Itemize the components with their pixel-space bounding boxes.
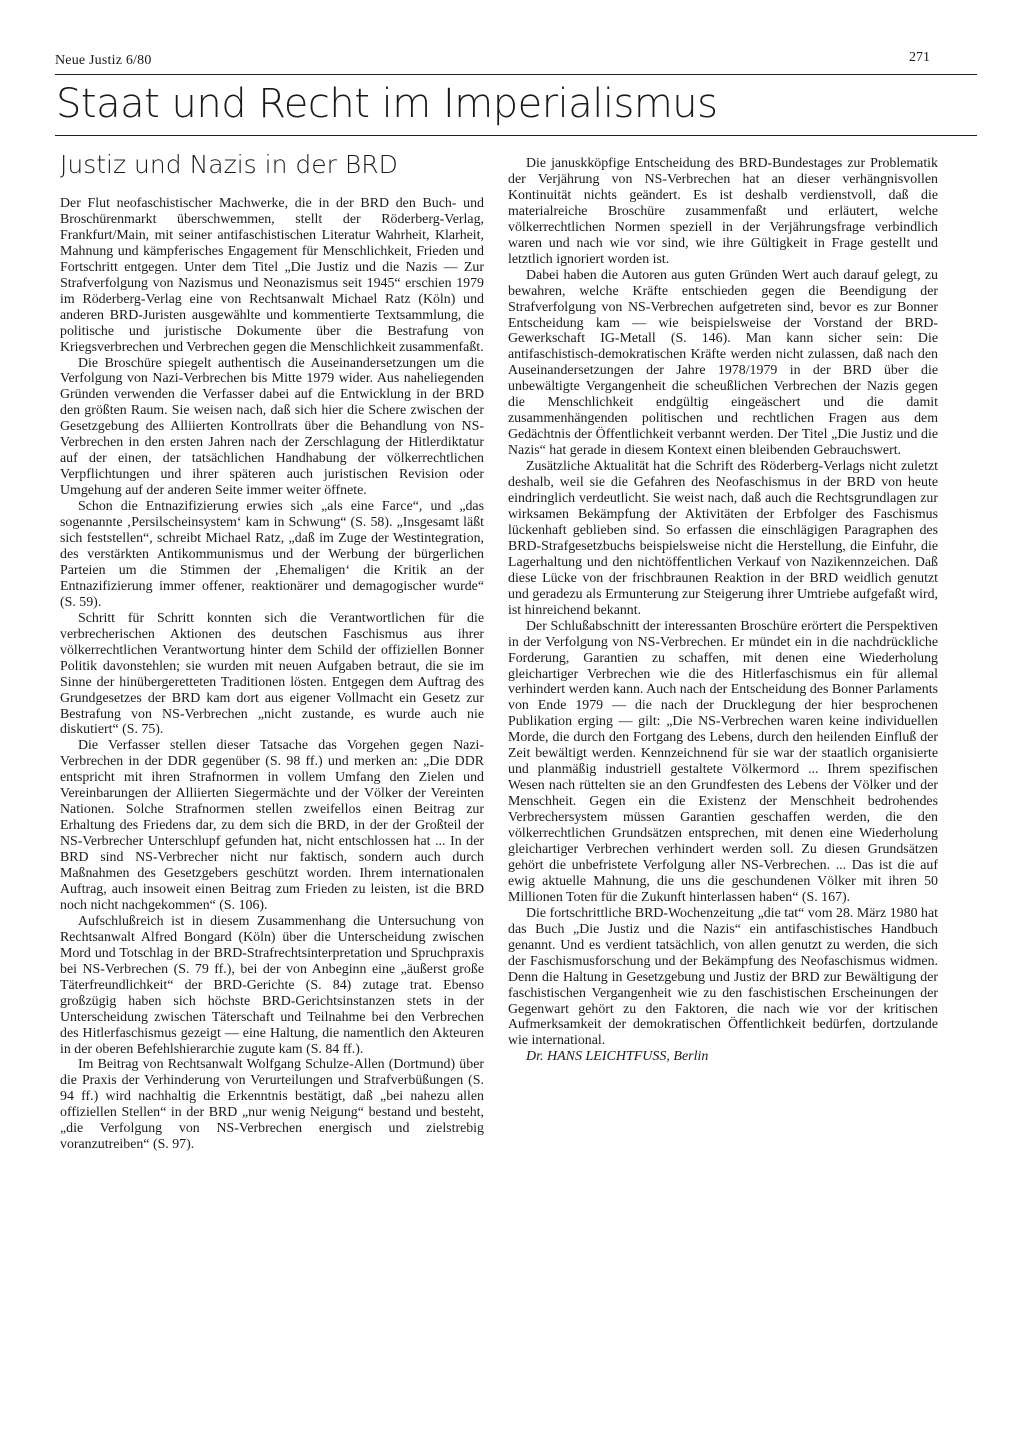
page-number: 271 [909,50,930,65]
article-paragraph: Der Flut neofaschistischer Machwerke, die in der BRD den Buch- und Broschürenmarkt überschwemmen, stellt der Röderberg-Verlag, Frankfurt/Main, mit seiner antifaschistischen Literatur Wahrheit, Klarheit, Mahnung und kämpferisches Engagement für Menschlichkeit, Frieden und Fortschritt entgegen. Unter dem Titel „Die Justiz und die Nazis — Zur Strafverfolgung von Nazismus und Neonazismus seit 1945“ erschien 1979 im Röderberg-Verlag eine von Rechtsanwalt Michael Ratz (Köln) und anderen BRD-Juristen ausgewählte und kommentierte Textsammlung, die politische und juristische Dokumente über die Bestrafung von Kriegsverbrechen und Verbrechen gegen die Menschlichkeit zusammenfaßt. [60,196,484,355]
title-rule [55,135,977,136]
article-paragraph: Aufschlußreich ist in diesem Zusammenhang die Untersuchung von Rechtsanwalt Alfred Bongard (Köln) über die Unterscheidung zwischen Mord und Totschlag in der BRD-Strafrechtsinterpretation und Spruchpraxis bei NS-Verbrechen (S. 79 ff.), bei der von Anbeginn eine „äußerst große Täterfreundlichkeit“ der BRD-Gerichte (S. 84) zutage trat. Ebenso großzügig haben sich höchste BRD-Gerichtsinstanzen stets in der Unterscheidung zwischen Täterschaft und Teilnahme bei den Verbrechen des Hitlerfaschismus gezeigt — eine Haltung, die namentlich den Akteuren in der oberen Befehlshierarchie zugute kam (S. 84 ff.). [60,913,484,1057]
article-paragraph: Zusätzliche Aktualität hat die Schrift des Röderberg-Verlags nicht zuletzt deshalb, weil sie die Gefahren des Neofaschismus in der BRD von heute eindringlich verdeutlicht. Sie weist nach, daß auch die Rechtsgrundlagen zur wirksamen Bekämpfung der Aktivitäten der Erbfolger des Faschismus lückenhaft geblieben sind. So erfassen die einschlägigen Paragraphen des BRD-Strafgesetzbuchs beispielsweise nicht die Herstellung, die Einfuhr, die Lagerhaltung und den nichtöffentlichen Verkauf von Nazikennzeichen. Daß diese Lücke von der frischbraunen Reaktion in der BRD weidlich genutzt und geradezu als Ermunterung zur Steigerung ihrer Umtriebe aufgefaßt wird, ist hinreichend bekannt. [508,459,938,618]
section-title: Staat und Recht im Imperialismus [56,81,718,127]
article-paragraph: Im Beitrag von Rechtsanwalt Wolfgang Schulze-Allen (Dortmund) über die Praxis der Verhinderung von Verurteilungen und Strafverbüßungen (S. 94 ff.) wird nachhaltig die Erkenntnis bestätigt, daß „bei nahezu allen offiziellen Stellen“ in der BRD „nur wenig Neigung“ bestand und besteht, „die Verfolgung von NS-Verbrechen energisch und zielstrebig voranzutreiben“ (S. 97). [60,1057,484,1153]
article-paragraph: Die Broschüre spiegelt authentisch die Auseinandersetzungen um die Verfolgung von Nazi-Verbrechen bis Mitte 1979 wider. Aus naheliegenden Gründen verwenden die Verfasser dabei auf die Entwicklung in der BRD den größten Raum. Sie weisen nach, daß sich hier die Schere zwischen der Gesetzgebung des Alliierten Kontrollrats über die Behandlung von NS-Verbrechen in den ersten Jahren nach der Zerschlagung der Hitlerdiktatur auf der einen, der tatsächlichen Handhabung der völkerrechtlichen Verpflichtungen und ihrer späteren auch juristischen Revision oder Umgehung auf der anderen Seite immer weiter öffnete. [60,355,484,499]
article-column-right [508,156,938,1065]
journal-header: Neue Justiz 6/80 [55,53,152,68]
article-paragraph: Schritt für Schritt konnten sich die Verantwortlichen für die verbrecherischen Aktionen des deutschen Faschismus aus ihrer völkerrechtlichen Verantwortung hinter dem Schild der offiziellen Bonner Politik davonstehlen; sie wurden mit neuen Aufgaben betraut, die sie im Sinne der hinübergeretteten Traditionen lösten. Entgegen dem Auftrag des Grundgesetzes der BRD kam dort aus eigener Vollmacht ein Gesetz zur Bestrafung von NS-Verbrechen „nicht zustande, es wurde auch nie diskutiert“ (S. 75). [60,610,484,738]
article-paragraph: Die fortschrittliche BRD-Wochenzeitung „die tat“ vom 28. März 1980 hat das Buch „Die Justiz und die Nazis“ ein antifaschistisches Handbuch genannt. Und es verdient tatsächlich, von allen genutzt zu werden, die sich der Faschismusforschung und der Bekämpfung des Neofaschismus widmen. Denn die Haltung in Gesetzgebung und Justiz der BRD zur Bewältigung der faschistischen Vergangenheit wie zu den faschistischen Erscheinungen der Gegenwart gehört zu den Faktoren, die nach wie vor der kritischen Aufmerksamkeit der demokratischen Öffentlichkeit bedürfen, dortzulande wie international. [508,905,938,1049]
article-paragraph: Die Verfasser stellen dieser Tatsache das Vorgehen gegen Nazi-Verbrechen in der DDR gegenüber (S. 98 ff.) und merken an: „Die DDR entspricht mit ihren Strafnormen in vollem Umfang den Zielen und Vereinbarungen der Alliierten Siegermächte und der Völker der Vereinten Nationen. Solche Strafnormen stellen zweifellos einen Beitrag zur Erhaltung des Friedens dar, zu dem sich die BRD, in der der Großteil der NS-Verbrecher Unterschlupf gefunden hat, nicht entschlossen hat ... In der BRD sind NS-Verbrecher nicht nur faktisch, sondern auch durch Maßnahmen des Gesetzgebers geschützt worden. Ihrem internationalen Auftrag, auch insoweit einen Beitrag zum Frieden zu leisten, ist die BRD noch nicht nachgekommen“ (S. 106). [60,738,484,913]
article-paragraph: Schon die Entnazifizierung erwies sich „als eine Farce“, und „das sogenannte ‚Persilscheinsystem‘ kam in Schwung“ (S. 58). „Insgesamt läßt sich feststellen“, schreibt Michael Ratz, „daß im Zuge der Westintegration, des verstärkten Antikommunismus und der Werbung der bürgerlichen Parteien um die Stimmen der ‚Ehemaligen‘ die Kritik an der Entnazifizierung immer offener, reaktionärer und demagogischer wurde“ (S. 59). [60,499,484,610]
article-paragraph: Die januskköpfige Entscheidung des BRD-Bundestages zur Problematik der Verjährung von NS-Verbrechen hat an dieser verhängnisvollen Kontinuität nichts geändert. Es ist deshalb verdienstvoll, daß die materialreiche Broschüre zusammenfaßt und erläutert, welche völkerrechtlichen Normen speziell in der Verjährungsfrage verbindlich waren und nach wie vor sind, wie ihre Gültigkeit in Frage gestellt und letztlich ignoriert worden ist. [508,156,938,267]
author-signature: Dr. HANS LEICHTFUSS, Berlin [526,1049,709,1065]
article-paragraph: Dabei haben die Autoren aus guten Gründen Wert auch darauf gelegt, zu bewahren, welche Kräfte entschieden gegen die Beendigung der Strafverfolgung von NS-Verbrechen aufgetreten sind, bevor es zur Bonner Entscheidung kam — wie beispielsweise der Vorstand der BRD-Gewerkschaft IG-Metall (S. 146). Man kann sicher sein: Die antifaschistisch-demokratischen Kräfte werden nicht zulassen, daß nach den Auseinandersetzungen der Jahre 1978/1979 in der BRD über die unbewältigte Vergangenheit die scheußlichen Verbrechen der Nazis gegen die Menschlichkeit endgültig eingeäschert und die damit zusammenhängenden politischen und rechtlichen Fragen aus dem Gedächtnis der Öffentlichkeit verbannt werden. Der Titel „Die Justiz und die Nazis“ hat gerade in diesem Kontext einen bleibenden Gebrauchswert. [508,267,938,459]
article-column-left [60,150,484,1153]
article-paragraph: Der Schlußabschnitt der interessanten Broschüre erörtert die Perspektiven in der Verfolgung von NS-Verbrechen. Er mündet ein in die nachdrückliche Forderung, Garantien zu schaffen, mit denen eine Wiederholung gleichartiger Verbrechen wie die des Hitlerfaschismus ein für allemal verhindert werden kann. Auch nach der Entscheidung des Bonner Parlaments von Ende 1979 — die nach der Drucklegung der hier besprochenen Publikation erging — gilt: „Die NS-Verbrechen waren keine individuellen Morde, die durch den Fortgang des Lebens, durch den heilenden Einfluß der Zeit bewältigt werden. Kennzeichnend für sie war der staatlich organisierte und planmäßig industriell gestaltete Völkermord ... Ihrem spezifischen Wesen nach rüttelten sie an den Grundfesten des Lebens der Völker und der Menschheit. Gegen ein die Existenz der Menschheit bedrohendes Verbrechersystem müssen Garantien geschaffen werden, die den völkerrechtlichen Grundsätzen entsprechen, mit denen eine Wiederholung gleichartiger Verbrechen verhindert werden soll. Zu diesen Grundsätzen gehört die unbefristete Verfolgung aller NS-Verbrechen. ... Das ist die auf ewig aktuelle Mahnung, die uns die geschundenen Völker mit ihren 50 Millionen Toten für die Zukunft hinterlassen haben“ (S. 167). [508,618,938,905]
article-title: Justiz und Nazis in der BRD [60,150,398,179]
header-rule [55,74,977,75]
